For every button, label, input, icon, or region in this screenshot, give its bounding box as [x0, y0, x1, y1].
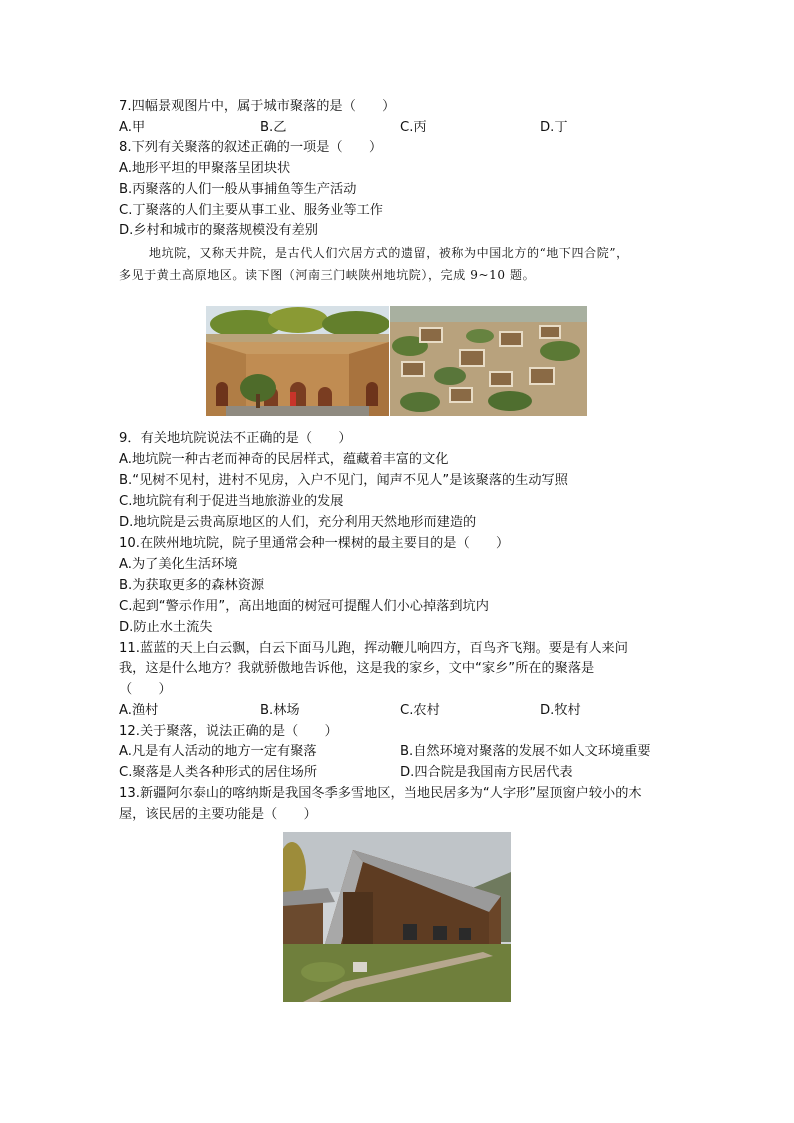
- q12-option-d: D.四合院是我国南方民居代表: [400, 765, 573, 780]
- q11-option-c: C.农村: [400, 703, 440, 718]
- q11-stem-line-1: 11.蓝蓝的天上白云飘，白云下面马儿跑，挥动鞭儿响四方，百鸟齐飞翔。要是有人来问: [119, 641, 628, 656]
- photo-dikengyuan-courtyard: [206, 306, 389, 416]
- q11-stem-line-3: （ ）: [119, 682, 172, 697]
- q10-stem: 10.在陕州地坑院，院子里通常会种一棵树的最主要目的是（ ）: [119, 536, 510, 551]
- q7-option-a: A.甲: [119, 120, 146, 135]
- q11-option-b: B.林场: [260, 703, 300, 718]
- q8-option-b: B.丙聚落的人们一般从事捕鱼等生产活动: [119, 182, 357, 197]
- q12-option-c: C.聚落是人类各种形式的居住场所: [119, 765, 318, 780]
- q8-option-c: C.丁聚落的人们主要从事工业、服务业等工作: [119, 203, 383, 218]
- q12-stem: 12.关于聚落，说法正确的是（ ）: [119, 724, 338, 739]
- q10-option-d: D.防止水土流失: [119, 620, 213, 635]
- q9-option-a: A.地坑院一种古老而神奇的民居样式，蕴藏着丰富的文化: [119, 452, 449, 467]
- q8-option-a: A.地形平坦的甲聚落呈团块状: [119, 161, 291, 176]
- q7-option-b: B.乙: [260, 120, 287, 135]
- passage-line-1: 地坑院，又称天井院，是古代人们穴居方式的遗留，被称为中国北方的“地下四合院”，: [149, 246, 629, 260]
- q13-stem-line-1: 13.新疆阿尔泰山的喀纳斯是我国冬季多雪地区，当地民居多为“人字形”屋顶窗户较小的木: [119, 786, 642, 801]
- q7-option-d: D.丁: [540, 120, 568, 135]
- q10-option-c: C.起到“警示作用”，高出地面的树冠可提醒人们小心掉落到坑内: [119, 599, 489, 614]
- q11-option-a: A.渔村: [119, 703, 159, 718]
- q9-option-d: D.地坑院是云贵高原地区的人们，充分利用天然地形而建造的: [119, 515, 477, 530]
- q9-option-b: B.“见树不见村，进村不见房，入户不见门，闻声不见人”是该聚落的生动写照: [119, 473, 568, 488]
- q8-stem: 8.下列有关聚落的叙述正确的一项是（ ）: [119, 140, 383, 155]
- q9-option-c: C.地坑院有利于促进当地旅游业的发展: [119, 494, 344, 509]
- photo-dikengyuan-aerial: [390, 306, 587, 416]
- q7-stem: 7.四幅景观图片中，属于城市聚落的是（ ）: [119, 99, 396, 114]
- q10-option-a: A.为了美化生活环境: [119, 557, 238, 572]
- q7-option-c: C.丙: [400, 120, 427, 135]
- passage-line-2: 多见于黄土高原地区。读下图（河南三门峡陕州地坑院），完成 9~10 题。: [119, 268, 536, 282]
- q12-option-b: B.自然环境对聚落的发展不如人文环境重要: [400, 744, 651, 759]
- q12-option-a: A.凡是有人活动的地方一定有聚落: [119, 744, 317, 759]
- photo-wooden-house: [283, 832, 511, 1002]
- q11-option-d: D.牧村: [540, 703, 581, 718]
- q9-stem: 9．有关地坑院说法不正确的是（ ）: [119, 431, 352, 446]
- q11-stem-line-2: 我，这是什么地方？我就骄傲地告诉他，这是我的家乡，文中“家乡”所在的聚落是: [119, 661, 595, 676]
- q8-option-d: D.乡村和城市的聚落规模没有差别: [119, 223, 318, 238]
- q10-option-b: B.为获取更多的森林资源: [119, 578, 265, 593]
- q13-stem-line-2: 屋，该民居的主要功能是（ ）: [119, 807, 317, 822]
